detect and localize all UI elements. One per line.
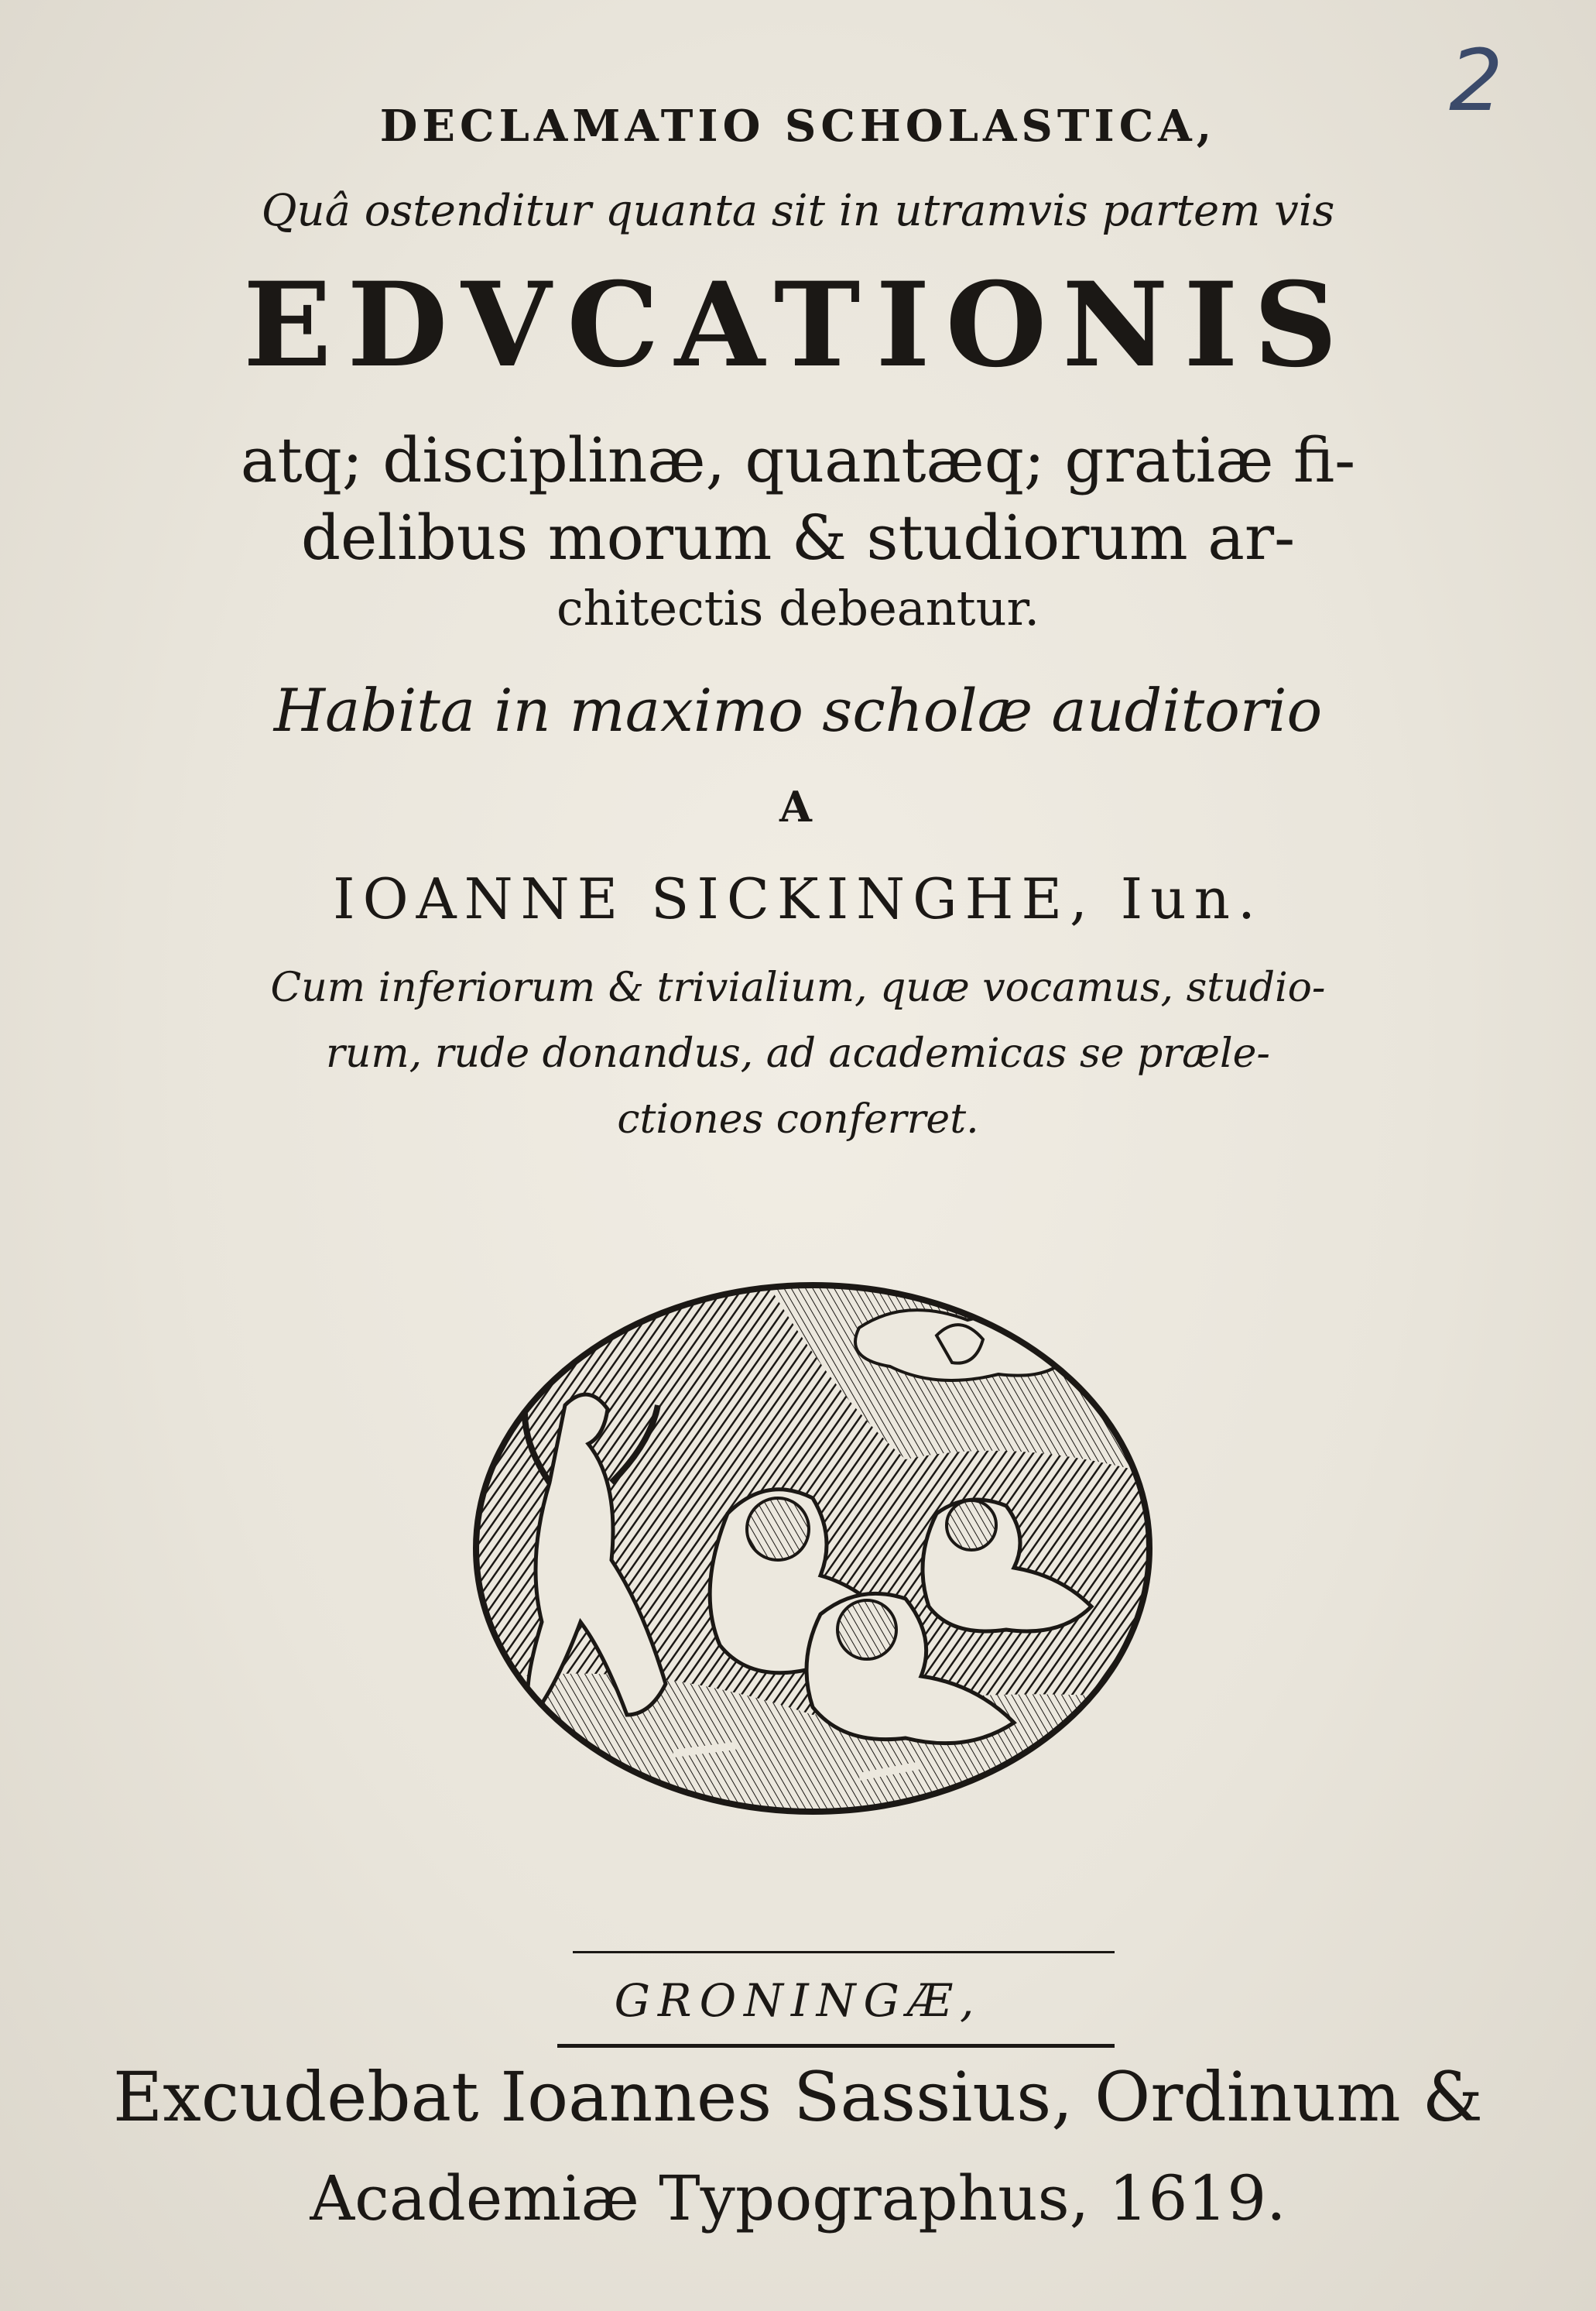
- title-line-habita: Habita in maximo scholæ auditorio: [273, 676, 1323, 745]
- woodcut-printers-device: [472, 1281, 1153, 1816]
- shelf-number-annotation: 2: [1449, 31, 1503, 130]
- title-line-delibus: delibus morum & studiorum ar-: [300, 502, 1296, 574]
- imprint-rule-top: [573, 1951, 1115, 1953]
- title-line-rum-rude: rum, rude donandus, ad academicas se præle-: [325, 1030, 1271, 1077]
- title-line-ctiones: ctiones conferret.: [617, 1096, 979, 1143]
- imprint-line-academiae: Academiæ Typographus, 1619.: [310, 2162, 1286, 2234]
- author-line: IOANNE SICKINGHE, Iun.: [333, 866, 1263, 931]
- imprint-place: GRONINGÆ,: [614, 1974, 982, 2027]
- title-line-chitectis: chitectis debeantur.: [556, 580, 1040, 636]
- imprint-line-excudebat: Excudebat Ioannes Sassius, Ordinum &: [113, 2057, 1483, 2137]
- title-line-atq: atq; disciplinæ, quantæq; gratiæ fi-: [240, 424, 1356, 496]
- imprint-rule: [557, 2044, 1115, 2048]
- title-line-cum-inferiorum: Cum inferiorum & trivialium, quæ vocamus, studio-: [270, 965, 1326, 1011]
- title-line-declamatio: DECLAMATIO SCHOLASTICA,: [379, 101, 1217, 152]
- title-line-educationis: EDVCATIONIS: [243, 257, 1353, 393]
- title-line-qua-ostenditur: Quâ ostenditur quanta sit in utramvis partem vis: [261, 186, 1335, 236]
- title-line-a: A: [779, 782, 817, 831]
